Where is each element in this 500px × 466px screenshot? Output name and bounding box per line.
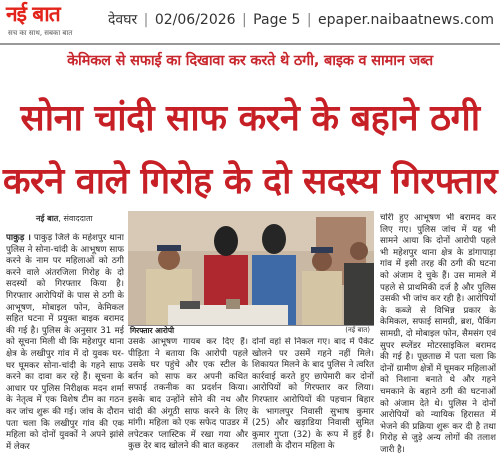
edition-info bbox=[108, 10, 494, 29]
column-text: चोरी हुए आभूषण भी बरामद कर लिए गए। पुलिस जांच में यह भी सामने आया कि दोनों आरोपी पहले भी महेशपुर थाना क्षेत्र के डांगापाड़ा गांव में इसी तरह की ठगी की घटना को अंजाम दे चुके हैं। उस मामले में पहले से प्राथमिकी दर्ज है और पुलिस उसकी भी जांच कर रही है। आरोपियों के कब्जे से विभिन्न प्रकार के केमिकल, सफाई सामग्री, ब्रश, पैकिंग सामग्री, दो मोबाइल फोन, सैमसंग एवं सुपर स्प्लेंडर मोटरसाइकिल बरामद की गई है। पूछताछ में पता चला कि दोनों ग्रामीण क्षेत्रों में घूमकर महिलाओं को निशाना बनाते थे और गहने चमकाने के बहाने ठगी की घटनाओं को अंजाम देते थे। पुलिस ने दोनों आरोपियों को न्यायिक हिरासत में भेजने की प्रक्रिया शुरू कर दी है तथा गिरोह से जुड़े अन्य लोगों की तलाश जारी है। bbox=[380, 213, 496, 455]
column-text: उसके आभूषण गायब कर दिए हैं। पीड़िता ने बताया कि आरोपी पहले उसके घर पहुंचे और एक स्टील के बर्तन को साफ कर अपनी कथित सफाई तकनीक का प्रदर्शन किया। इसके बाद उन्होंने सोने की नथ और चांदी की अंगूठी साफ करने के लिए मांगी। महिला को एक सफेद पाउडर में लपेटकर प्लास्टिक में रखा गया और कुछ देर बाद खोलने की बात कहकर bbox=[128, 337, 248, 452]
dateline-place: संवाददाता bbox=[63, 214, 93, 223]
separator: | bbox=[143, 12, 149, 28]
photo-caption: गिरफ्तार आरोपी bbox=[130, 326, 175, 335]
masthead bbox=[0, 0, 500, 44]
article-column-4 bbox=[380, 213, 496, 466]
photo-credit: (नई बात) bbox=[345, 326, 370, 334]
column-text: पाकुड़ जिले के महेशपुर थाना पुलिस ने सोना-चांदी के आभूषण साफ करने के नाम पर महिलाओं को ठगी करने वाले अंतरजिला गिरोह के दो सदस्यों को गिरफ्तार किया है। गिरफ्तार आरोपियों के पास से ठगी के आभूषण, मोबाइल फोन, केमिकल सहित घटना में प्रयुक्त बाइक बरामद की गई है। पुलिस के अनुसार 31 मई को सूचना मिली थी कि महेशपुर थाना क्षेत्र के लखीपुर गांव में दो युवक घर-घर घूमकर सोना-चांदी के गहने साफ करने का दावा कर रहे हैं। सूचना के आधार पर पुलिस निरीक्षक मदन शर्मा के नेतृत्व में एक विशेष टीम का गठन कर जांच शुरू की गई। जांच के दौरान पता चला कि लखीपुर गांव की एक महिला को दोनों युवकों ने अपने झांसे में लेकर bbox=[6, 233, 124, 452]
article-column-1 bbox=[6, 233, 124, 466]
photo-caption-bar bbox=[128, 325, 374, 336]
logo-tagline: सच का साथ, सबका बात bbox=[8, 29, 73, 37]
article-column-3 bbox=[252, 337, 374, 466]
edition-date: 02/06/2026 bbox=[154, 12, 236, 28]
edition-city: देवघर bbox=[108, 12, 138, 28]
photo-illustration bbox=[128, 211, 374, 325]
masthead-divider bbox=[0, 43, 500, 45]
page-number[interactable]: Page 5 bbox=[253, 12, 301, 28]
logo-name: नई बात bbox=[6, 2, 60, 26]
kicker-headline: केमिकल से सफाई का दिखावा कर करते थे ठगी, बाइक व सामान जब्त bbox=[67, 53, 433, 69]
arrest-photo[interactable] bbox=[128, 211, 374, 325]
headline-line-2: करने वाले गिरोह के दो सदस्य गिरफ्तार bbox=[2, 161, 498, 202]
dateline-source: नई बात bbox=[36, 214, 59, 223]
column-text: दोनों वहां से निकल गए। बाद में पैकेट खोलने पर उसमें गहने नहीं मिले। शिकायत मिलने के बाद पुलिस ने त्वरित कार्रवाई करते हुए छापेमारी कर दोनों आरोपियों को गिरफ्तार कर लिया। गिरफ्तार आरोपियों की पहचान बिहार के भागलपुर निवासी सुभाष कुमार (25) और खड़ाडिया निवासी सुमित कुमार गुप्ता (32) के रूप में हुई है। तलाशी के दौरान महिला के bbox=[252, 337, 374, 452]
dateline: नई बात, संवाददाता bbox=[36, 214, 93, 223]
epaper-url[interactable]: epaper.naibaatnews.com bbox=[318, 12, 495, 28]
column-place: पाकुड़ । bbox=[6, 233, 31, 243]
article-column-2 bbox=[128, 337, 248, 466]
headline-line-1: सोना चांदी साफ करने के बहाने ठगी bbox=[20, 98, 480, 139]
separator: | bbox=[306, 12, 312, 28]
newspaper-logo[interactable] bbox=[6, 4, 104, 38]
separator: | bbox=[242, 12, 247, 28]
